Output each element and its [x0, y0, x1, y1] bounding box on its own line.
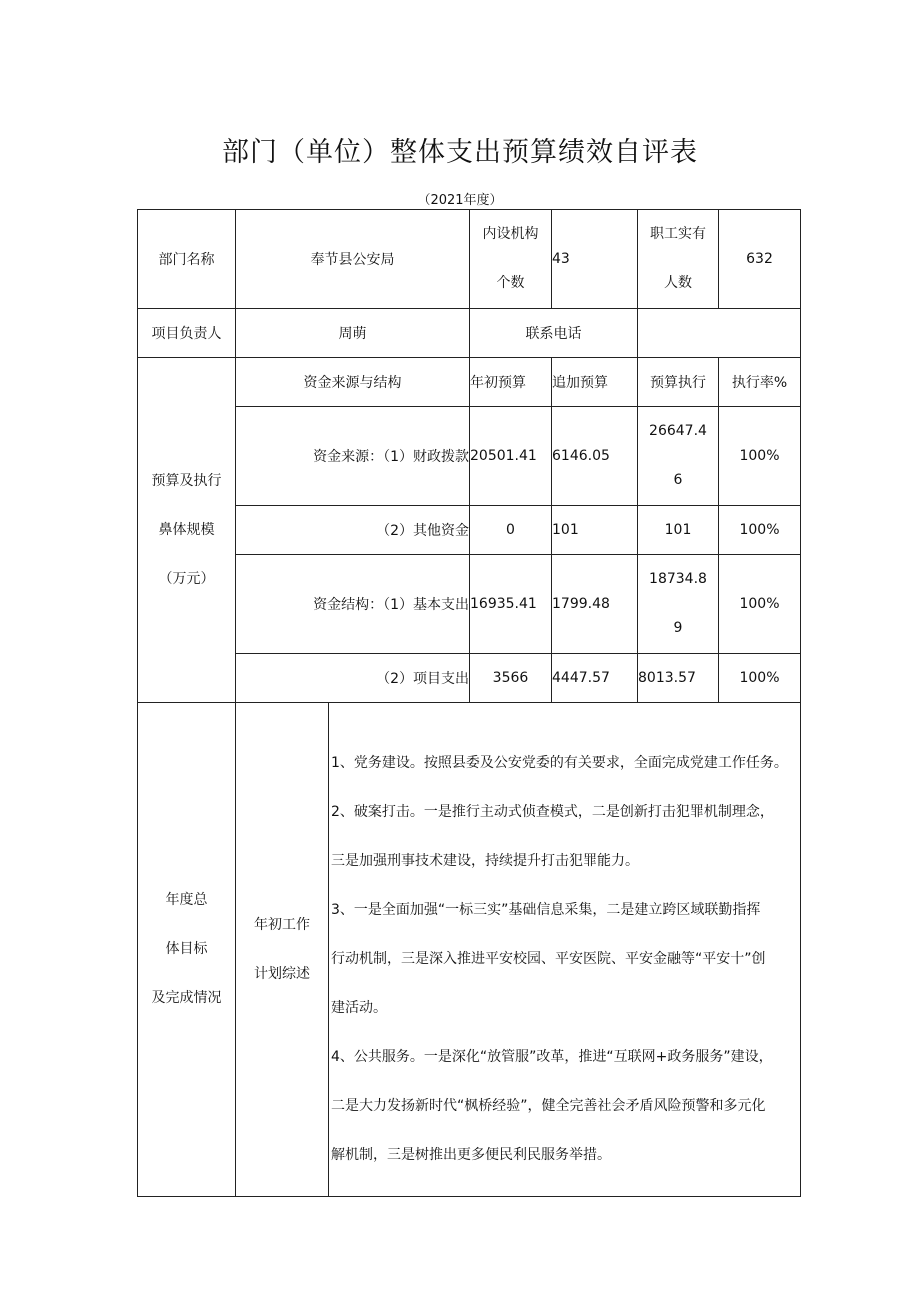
goals-section-label-line2: 体目标: [165, 941, 208, 957]
staff-label: [638, 210, 719, 309]
row-execution: [638, 407, 719, 506]
plan-line: 1、党务建设。按照县委及公安党委的有关要求，全面完成党建工作任务。: [331, 755, 788, 771]
row-additional: 4447.57: [552, 654, 638, 703]
col-header-rate: 执行率%: [719, 358, 801, 407]
phone-label: 联系电话: [470, 309, 638, 358]
self-evaluation-table: [137, 209, 801, 1197]
budget-section-label-line1: 预算及执行: [151, 472, 222, 489]
col-header-execution: 预算执行: [638, 358, 719, 407]
row-rate: 100%: [719, 506, 801, 555]
dept-name-value: 奉节县公安局: [236, 210, 470, 309]
col-header-structure: 资金来源与结构: [236, 358, 470, 407]
plan-line: 建活动。: [331, 1000, 387, 1016]
row-execution: 8013.57: [638, 654, 719, 703]
row-initial: 3566: [470, 654, 552, 703]
budget-section-label-line3: （万元）: [158, 570, 215, 587]
staff-label-line1: 职工实有: [650, 226, 706, 242]
staff-label-line2: 人数: [664, 275, 692, 291]
plan-label-line2: 计划综述: [254, 965, 310, 982]
row-rate: 100%: [719, 407, 801, 506]
row-additional: 1799.48: [552, 555, 638, 654]
row-execution-line1: 26647.4: [649, 423, 707, 439]
plan-line: 行动机制，三是深入推进平安校园、平安医院、平安金融等“平安十”创: [331, 951, 766, 967]
internal-orgs-label-line2: 个数: [496, 275, 525, 291]
row-rate: 100%: [719, 555, 801, 654]
leader-value: 周萌: [236, 309, 470, 358]
dept-row: [138, 210, 801, 309]
row-execution: [638, 555, 719, 654]
phone-value: [638, 309, 801, 358]
goals-section-label: [138, 703, 236, 1197]
budget-header-row: [138, 358, 801, 407]
internal-orgs-label: [470, 210, 552, 309]
internal-orgs-value: 43: [552, 210, 638, 309]
plan-label: [236, 703, 329, 1197]
row-label: （2）项目支出: [236, 654, 470, 703]
row-initial: 0: [470, 506, 552, 555]
goals-section-label-line1: 年度总: [165, 892, 208, 908]
leader-label: 项目负责人: [138, 309, 236, 358]
budget-section-label: [138, 358, 236, 703]
row-execution: 101: [638, 506, 719, 555]
fiscal-year: （2021年度）: [417, 193, 503, 208]
row-initial: 20501.41: [470, 407, 552, 506]
plan-line: 2、破案打击。一是推行主动式侦查模式，二是创新打击犯罪机制理念，: [331, 804, 774, 820]
budget-section-label-line2: 鼻体规模: [158, 521, 215, 538]
row-additional: 6146.05: [552, 407, 638, 506]
plan-line: 解机制，三是树推出更多便民利民服务举措。: [331, 1147, 611, 1163]
contact-row: [138, 309, 801, 358]
budget-row-project: [138, 654, 801, 703]
row-label: 资金来源：（1）财政拨款: [236, 407, 470, 506]
plan-summary-text: [329, 703, 800, 1196]
goals-row: [138, 703, 801, 1197]
row-label: （2）其他资金: [236, 506, 470, 555]
col-header-initial: 年初预算: [470, 358, 552, 407]
plan-line: 4、公共服务。一是深化“放管服”改革，推进“互联网+政务服务”建设，: [331, 1049, 773, 1065]
plan-line: 3、一是全面加强“一标三实”基础信息采集，二是建立跨区域联勤指挥: [331, 902, 761, 918]
row-rate: 100%: [719, 654, 801, 703]
row-label: 资金结构：（1）基本支出: [236, 555, 470, 654]
row-initial: 16935.41: [470, 555, 552, 654]
col-header-additional: 追加预算: [552, 358, 638, 407]
row-execution-line1: 18734.8: [649, 571, 707, 587]
budget-row-basic: [138, 555, 801, 654]
budget-row-finance: [138, 407, 801, 506]
staff-value: 632: [719, 210, 801, 309]
plan-line: 三是加强刑事技术建设，持续提升打击犯罪能力。: [331, 853, 639, 869]
goals-section-label-line3: 及完成情况: [151, 990, 222, 1006]
dept-name-label: 部门名称: [138, 210, 236, 309]
plan-line: 二是大力发扬新时代“枫桥经验”，健全完善社会矛盾风险预警和多元化: [331, 1098, 766, 1114]
plan-summary: [329, 703, 801, 1197]
row-additional: 101: [552, 506, 638, 555]
internal-orgs-label-line1: 内设机构: [482, 226, 539, 242]
row-execution-line2: 6: [673, 472, 683, 488]
budget-row-other: [138, 506, 801, 555]
page-title: 部门（单位）整体支出预算绩效自评表: [222, 137, 698, 168]
row-execution-line2: 9: [673, 620, 683, 636]
plan-label-line1: 年初工作: [254, 916, 310, 933]
